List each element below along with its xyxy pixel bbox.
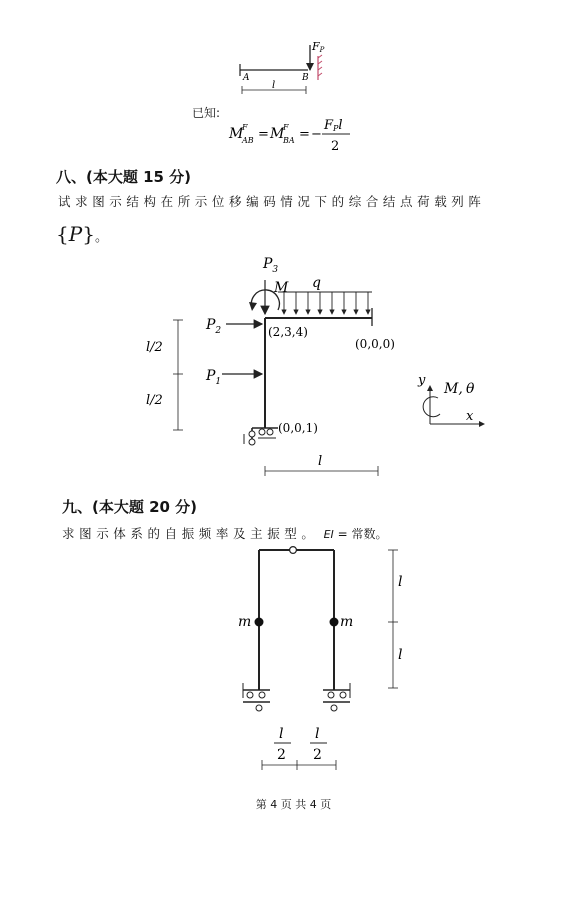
label-half-lower: l/2 <box>146 393 163 408</box>
label-p3: $P_3$ <box>263 256 279 275</box>
formula-sup-f-ba: F <box>283 123 289 132</box>
label-axis-y: y <box>418 373 426 388</box>
formula-eq-2: = <box>299 127 310 142</box>
label-len-lower: l <box>398 647 403 663</box>
formula-numerator: FPl <box>324 118 343 133</box>
formula-sub-ba: BA <box>283 136 295 145</box>
label-mass-left: m <box>238 614 252 630</box>
support-left <box>243 683 270 711</box>
formula-eq-1: = <box>258 127 269 142</box>
section9-ei-rest: = 常数。 <box>333 527 388 541</box>
label-code-right: (0,0,0) <box>355 337 395 351</box>
top-beam-figure <box>0 0 587 100</box>
section8-load-vector <box>56 222 108 246</box>
label-p2: $P_2$ <box>206 317 222 336</box>
support-right <box>323 683 350 711</box>
label-axis-x: x <box>466 409 474 424</box>
label-moment-m: M <box>274 280 289 296</box>
given-formula <box>225 112 365 156</box>
label-length-l: l <box>272 80 276 91</box>
formula-m-ab: M <box>229 126 244 142</box>
label-half-den-left: 2 <box>277 747 286 763</box>
formula-sub-ab: AB <box>242 136 254 145</box>
vector-end: 。 <box>94 230 108 245</box>
label-half-upper: l/2 <box>146 340 163 355</box>
label-fp: FP <box>312 40 325 54</box>
page-footer: 第 4 页 共 4 页 <box>255 798 332 811</box>
label-q: q <box>312 275 321 291</box>
section9-heading: 九、(本大题 20 分) <box>62 498 198 516</box>
label-axis-m: M, <box>444 381 463 397</box>
axis-rotation-arc <box>423 397 440 417</box>
sliding-support-bottom <box>244 428 278 445</box>
section9-prompt: 求图示体系的自振频率及主振型。 <box>62 526 319 541</box>
label-half-num-right: l <box>315 726 320 742</box>
label-code-bottom: (0,0,1) <box>278 421 318 435</box>
label-p1: $P_1$ <box>206 368 222 387</box>
moment-m-arrowhead <box>249 302 257 311</box>
section8-prompt: 试求图示结构在所示位移编码情况下的综合结点荷载列阵 <box>58 194 486 209</box>
figure9-frame <box>0 540 587 780</box>
label-code-top: (2,3,4) <box>268 325 308 339</box>
formula-sup-f-ab: F <box>242 123 248 132</box>
label-half-den-right: 2 <box>313 747 322 763</box>
label-half-num-left: l <box>279 726 284 742</box>
formula-m-ba: M <box>270 126 285 142</box>
label-b: B <box>302 73 309 83</box>
mass-left <box>255 618 264 627</box>
label-axis-theta: θ <box>466 381 475 397</box>
label-span-l: l <box>318 454 323 469</box>
figure8-frame <box>0 250 587 485</box>
section9-ei: EI <box>323 528 334 541</box>
formula-minus: − <box>311 127 322 142</box>
vector-brace-close: } <box>82 222 95 246</box>
distributed-load-arrows <box>284 292 368 314</box>
vector-p: P <box>68 222 83 246</box>
vector-brace-open: { <box>56 222 69 246</box>
top-hinge <box>290 547 297 554</box>
section8-heading: 八、(本大题 15 分) <box>56 168 192 186</box>
given-label: 已知: <box>192 106 221 120</box>
label-a: A <box>243 73 250 83</box>
label-len-upper: l <box>398 574 403 590</box>
mass-right <box>330 618 339 627</box>
formula-denominator: 2 <box>331 139 340 154</box>
label-mass-right: m <box>340 614 354 630</box>
